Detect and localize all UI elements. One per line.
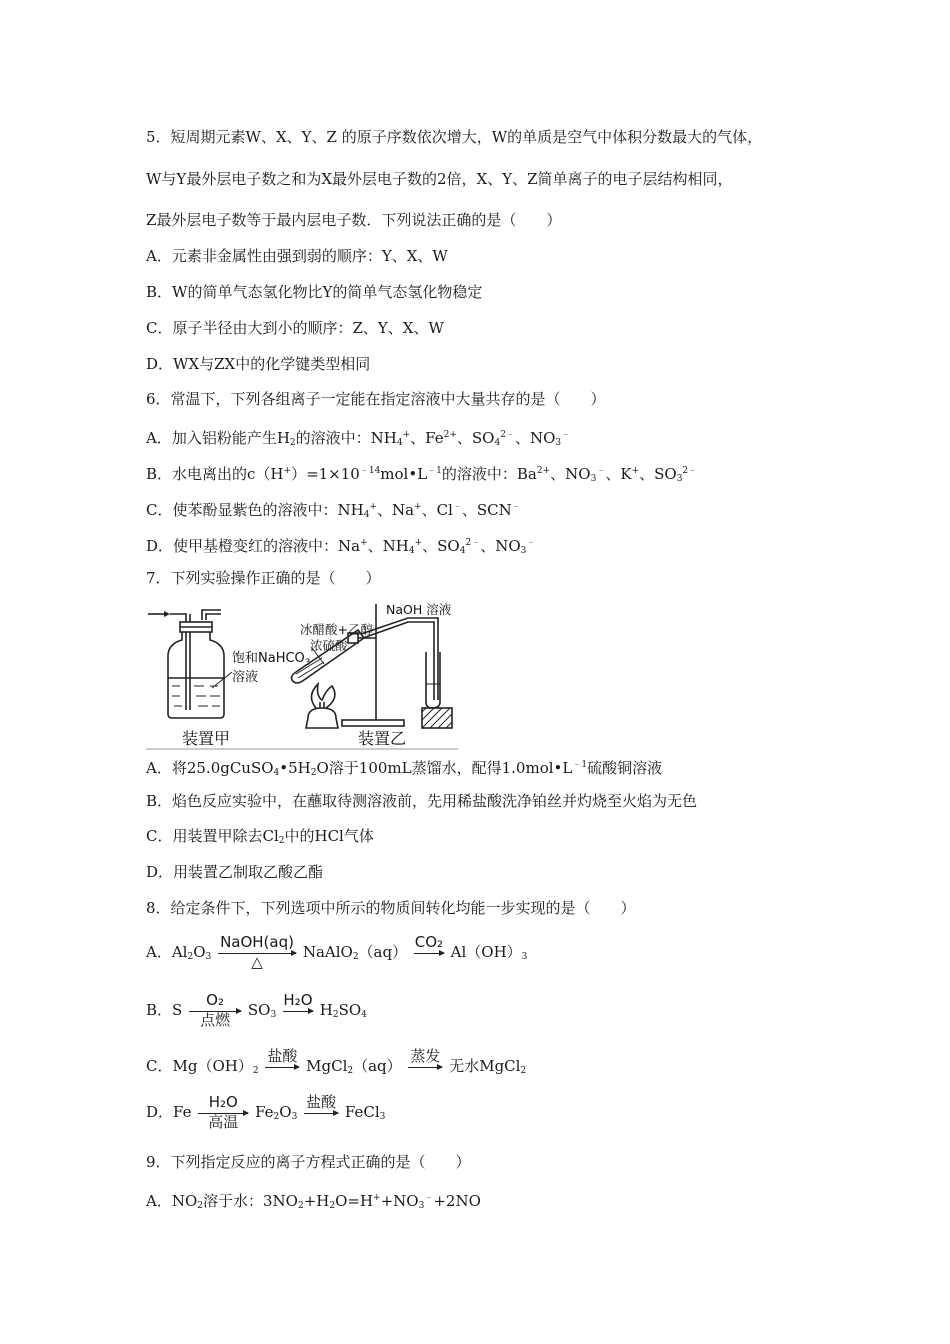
q9-stem: 9．下列指定反应的离子方程式正确的是（ ） — [146, 1153, 471, 1171]
q5-stem-line1: 5．短周期元素W、X、Y、Z 的原子序数依次增大，W的单质是空气中体积分数最大的气体， — [146, 128, 763, 146]
q7-apparatus-figure — [146, 600, 458, 750]
reaction-arrow: 盐酸 — [265, 1052, 299, 1082]
q6-option-c: C．使苯酚显紫色的溶液中：$NH_4^+$、Na+、Cl﹣、SCN﹣ — [146, 501, 521, 520]
reaction-arrow: 盐酸 — [304, 1098, 338, 1128]
q8-option-b: B．S O₂ 点燃 $SO_3$ H₂O $H_2SO_4$ — [146, 991, 367, 1029]
reaction-arrow: CO₂ — [414, 938, 444, 968]
q5-stem-line3: Z最外层电子数等于最内层电子数．下列说法正确的是（ ） — [146, 211, 562, 229]
jia-reagent-label: 饱和NaHCO$_3$ — [232, 651, 311, 668]
yi-reagent-label: 冰醋酸+乙醇 — [300, 622, 373, 637]
q8-option-d: D．Fe H₂O 高温 $Fe_2O_3$ 盐酸 FeCl$_3$ — [146, 1093, 386, 1131]
yi-caption: 装置乙 — [358, 729, 407, 748]
q6-option-b: B．水电离出的$c(H^+)=1\times 10^{﹣14}mol•L^{﹣1}$的溶液中：$Ba^{2+}$、$NO_3^﹣$、K+、$SO_3^{2﹣}$ — [146, 465, 698, 484]
q7-stem: 7．下列实验操作正确的是（ ） — [146, 569, 381, 587]
reaction-arrow: H₂O — [283, 996, 313, 1026]
q5-stem-line2: W与Y最外层电子数之和为X最外层电子数的2倍，X、Y、Z简单离子的电子层结构相同， — [146, 170, 733, 188]
q6-option-a: A．加入铝粉能产生$H_2$的溶液中：$NH_4^+$、$Fe^{2+}$、$SO_4^{2﹣}$、$NO_3^﹣$ — [146, 429, 571, 448]
reaction-arrow: 蒸发 — [408, 1052, 442, 1082]
q5-option-d: D．WX与ZX中的化学键类型相同 — [146, 355, 371, 373]
q8-stem: 8．给定条件下，下列选项中所示的物质间转化均能一步实现的是（ ） — [146, 899, 636, 917]
q9-option-a: A．$NO_2$溶于水：$3NO_2+H_2O=H^++NO_3^﹣+2NO$ — [146, 1192, 481, 1211]
q7-option-b: B．焰色反应实验中，在蘸取待测溶液前，先用稀盐酸洗净铂丝并灼烧至火焰为无色 — [146, 792, 698, 810]
q6-stem: 6．常温下，下列各组离子一定能在指定溶液中大量共存的是（ ） — [146, 390, 606, 408]
yi-naoh-label: NaOH 溶液 — [386, 602, 452, 617]
q5-option-c: C．原子半径由大到小的顺序：Z、Y、X、W — [146, 319, 444, 337]
reaction-arrow: O₂ 点燃 — [189, 996, 241, 1026]
q7-option-a: A．将$25.0gCuSO_4•5H_2O$溶于100mL蒸馏水，配得$1.0mol•L^{﹣1}$硫酸铜溶液 — [146, 759, 663, 778]
reaction-arrow: NaOH(aq) △ — [218, 938, 296, 968]
apparatus-jia — [148, 610, 232, 718]
reaction-arrow: H₂O 高温 — [198, 1098, 248, 1128]
jia-caption: 装置甲 — [182, 729, 231, 748]
q6-option-d: D．使甲基橙变红的溶液中：Na+、$NH_4^+$、$SO_4^{2﹣}$、$NO_3^﹣$ — [146, 537, 536, 556]
q8-option-c: C．$Mg(OH)_2$ 盐酸 MgCl$_2$（aq） 蒸发 无水MgCl$_2$ — [146, 1051, 526, 1086]
q8-option-a: A．$Al_2O_3$ NaOH(aq) △ NaAlO$_2$（aq） CO₂ $Al(OH)_3$ — [146, 933, 528, 971]
q5-option-b: B．W的简单气态氢化物比Y的简单气态氢化物稳定 — [146, 283, 483, 301]
q7-option-d: D．用装置乙制取乙酸乙酯 — [146, 863, 324, 881]
q7-option-c: C．用装置甲除去$Cl_2$中的HCl气体 — [146, 827, 374, 846]
apparatus-drawing — [146, 600, 458, 750]
jia-reagent-label-2: 溶液 — [232, 670, 259, 685]
yi-reagent-label-2: 浓硫酸 — [310, 638, 348, 653]
q5-option-a: A．元素非金属性由强到弱的顺序：Y、X、W — [146, 247, 448, 265]
